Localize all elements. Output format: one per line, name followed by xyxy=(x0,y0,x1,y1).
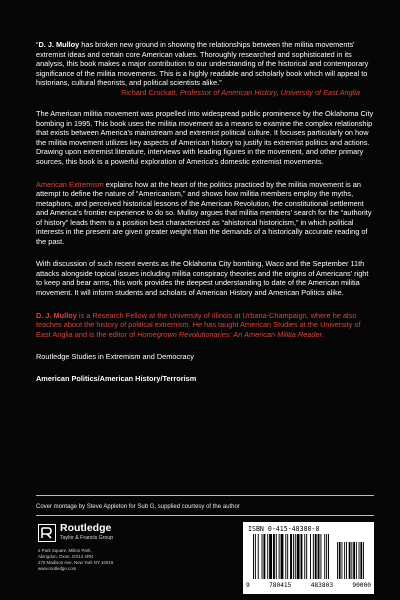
barcode-bar xyxy=(279,534,280,579)
address-line: Abingdon, Oxon, OX14 4RN xyxy=(38,553,94,559)
barcode-addon-bar xyxy=(351,542,352,579)
author-bio xyxy=(36,311,374,340)
attribution-name: Richard Crockatt, xyxy=(121,87,180,97)
barcode-bar xyxy=(304,534,305,579)
endorsement-text: has broken new ground in showing the relationships between the militia movements' extremist ideas and certain core American values. Thoroughly researched and sophisticated in its analysis, this book makes a major contribution to our understanding of the historical and contemporary significance of the militia movements. This is a highly readable and scholarly book which will appeal to historians, cultural theorists, and political scientists alike.” xyxy=(36,40,369,88)
barcode-bar xyxy=(287,534,288,579)
publisher-address xyxy=(38,548,178,572)
endorsement-attribution xyxy=(36,88,374,98)
barcode-addon-bar xyxy=(363,542,364,579)
publisher-block xyxy=(38,523,178,572)
back-cover-text xyxy=(36,40,374,396)
barcode-bar xyxy=(263,534,265,579)
endorsement-author: D. J. Mulloy xyxy=(38,40,80,49)
barcode-group-1: 780415 xyxy=(269,582,292,589)
series-name: Routledge Studies in Extremism and Democracy xyxy=(36,352,194,362)
bio-end: . xyxy=(322,329,325,339)
barcode-bar xyxy=(255,534,256,579)
barcode-addon-bar xyxy=(353,542,355,579)
address-line: 270 Madison Ave, New York NY 10016 xyxy=(38,559,114,565)
barcode-bar xyxy=(262,534,263,579)
endorsement-quote xyxy=(36,40,374,97)
barcode-bar xyxy=(269,534,272,579)
barcode-addon-bar xyxy=(337,542,338,579)
publisher-logo xyxy=(38,523,178,542)
isbn-barcode xyxy=(243,522,374,594)
routledge-logo-icon xyxy=(38,524,56,542)
publisher-tagline: Taylor & Francis Group xyxy=(60,534,114,541)
publisher-name: Routledge xyxy=(60,522,112,534)
barcode-bar xyxy=(267,534,268,579)
barcode-bars xyxy=(247,534,370,581)
barcode-bar xyxy=(301,534,303,579)
barcode-bar xyxy=(276,534,277,579)
barcode-bar xyxy=(258,534,259,579)
barcode-addon-bar xyxy=(360,542,362,579)
divider-bottom xyxy=(36,515,374,516)
book-title-inline: American Extremism xyxy=(36,179,104,189)
barcode-bar xyxy=(313,534,314,579)
isbn-label: ISBN 0-415-48380-8 xyxy=(248,525,320,533)
barcode-addon-bar xyxy=(342,542,343,579)
divider-top xyxy=(36,495,374,496)
barcode-bar xyxy=(310,534,311,579)
bio-author-name: D. J. Mulloy xyxy=(36,310,77,320)
bio-text: is a Research Fellow at the University of Illinois at Urbana-Champaign, where he also teaches about the history of political extremism. He has taught American Studies at the University of East Anglia and is the editor of xyxy=(36,310,361,339)
attribution-title: Professor of American History, University of East Anglia xyxy=(179,87,360,97)
barcode-digits xyxy=(246,582,371,589)
barcode-bar xyxy=(253,534,254,579)
barcode-addon-bar xyxy=(359,542,360,579)
barcode-price-code: 90000 xyxy=(352,582,371,589)
paragraph-2-text: explains how at the heart of the politics practiced by the militia movement is an attempt to define the nature of “Americanism,” and shows how militia members employ the myths, metaphors, and perceived historical lessons of the American Revolution, the constitutional settlement and America’s frontier experience to do so. Mulloy argues that militia members’ search for the “authority of history” leads them to a position best characterized as “ahistorical historicism,” in which political interests in the present are given greater weight than the demands of a historically accurate reading of the past. xyxy=(36,179,372,246)
barcode-bar xyxy=(324,534,325,579)
barcode-bar xyxy=(318,534,320,579)
barcode-bar xyxy=(293,534,294,579)
barcode-bar xyxy=(285,534,286,579)
cover-credit: Cover montage by Steve Appleton for Sub G, supplied courtesy of the author xyxy=(36,504,240,510)
barcode-bar xyxy=(326,534,327,579)
barcode-lead-digit: 9 xyxy=(246,582,250,589)
barcode-addon-bar xyxy=(356,542,357,579)
barcode-bar xyxy=(297,534,300,579)
barcode-bar xyxy=(273,534,275,579)
barcode-bar xyxy=(295,534,296,579)
address-line: www.routledge.com xyxy=(38,565,77,571)
description-paragraph-3: With discussion of such recent events as the Oklahoma City bombing, Waco and the September 11th attacks alongside topical issues including militia conspiracy theories and the origins of Americans’ right to keep and bear arms, this work provides the deepest understanding to date of the American militia movement. It will inform students and scholars of American History and American Politics alike. xyxy=(36,259,369,298)
bio-book-title: Homegrown Revolutionaries: An American Militia Reader xyxy=(137,329,323,339)
barcode-bar xyxy=(328,534,329,579)
barcode-addon-bar xyxy=(346,542,347,579)
description-paragraph-2 xyxy=(36,180,374,247)
barcode-bar xyxy=(320,534,321,579)
address-line: 2 Park Square, Milton Park, xyxy=(38,548,92,553)
barcode-bar xyxy=(306,534,307,579)
barcode-bar xyxy=(281,534,284,579)
barcode-bar xyxy=(290,534,292,579)
barcode-bar xyxy=(315,534,317,579)
barcode-addon-bar xyxy=(339,542,341,579)
publisher-wordmark xyxy=(60,523,113,541)
barcode-group-2: 483803 xyxy=(310,582,334,589)
open-quote: “ xyxy=(36,40,39,49)
barcode-addon-bar xyxy=(344,542,345,579)
subject-categories: American Politics/American History/Terrorism xyxy=(36,373,197,383)
description-paragraph-1: The American militia movement was propelled into widespread public prominence by the Oklahoma City bombing in 1995. This book uses the militia movement as a means to examine the complex relationship that exists between America’s mainstream and extremist political culture. It focuses particularly on how the militia movement utilizes key aspects of American history to justify its extremist politics and actions. Drawing upon extremist literature, interviews with leading figures in the movement, and other primary sources, this book is a powerful exploration of America’s domestic extremist movements. xyxy=(36,109,374,167)
barcode-addon-bar xyxy=(349,542,351,579)
